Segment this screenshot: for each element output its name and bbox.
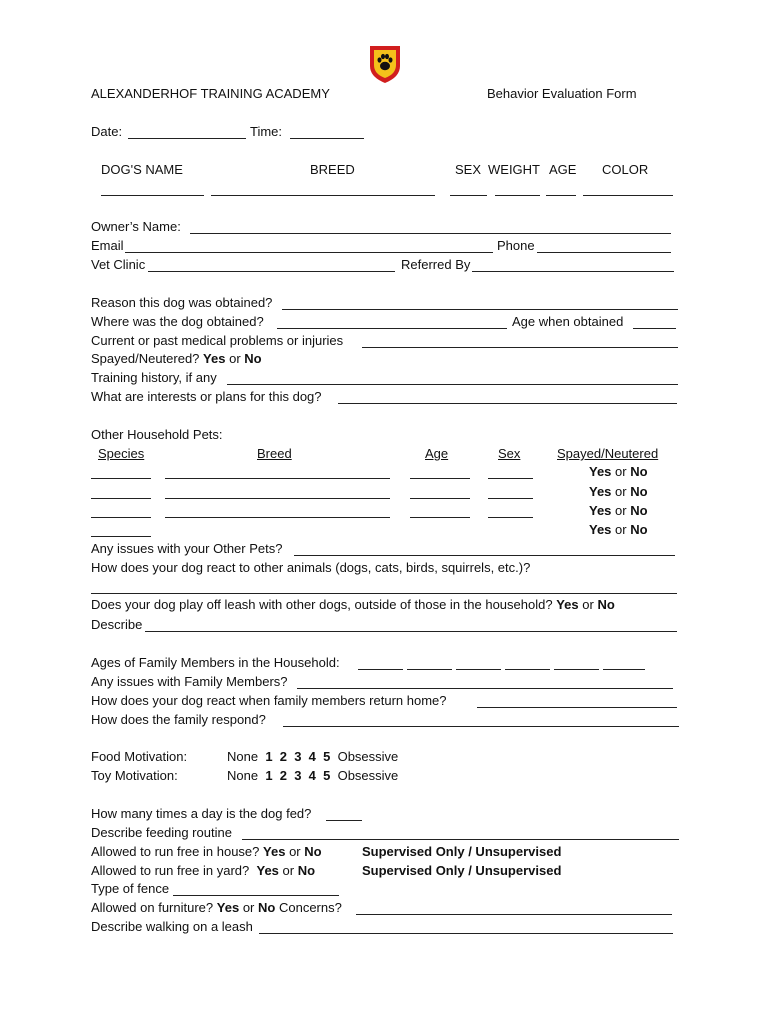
food-motivation-scale[interactable] <box>227 749 398 765</box>
or-text: or <box>615 503 627 518</box>
medical-label: Current or past medical problems or injuries <box>91 333 344 348</box>
or-text: or <box>615 522 627 537</box>
scale-none: None <box>227 749 259 764</box>
scale-none: None <box>227 768 259 783</box>
age-obtained-label: Age when obtained <box>512 314 624 329</box>
medical-field[interactable] <box>362 347 678 348</box>
scale-obsessive: Obsessive <box>337 768 399 783</box>
phone-field[interactable] <box>537 252 671 253</box>
where-field[interactable] <box>277 328 507 329</box>
describe-field[interactable] <box>145 631 677 632</box>
family-age-field[interactable] <box>505 669 550 670</box>
family-return-label: How does your dog react when family members return home? <box>91 693 447 708</box>
age-header: AGE <box>549 162 577 177</box>
or-text: or <box>615 484 627 499</box>
family-ages-label: Ages of Family Members in the Household: <box>91 655 340 670</box>
pet-breed-field[interactable] <box>165 498 390 499</box>
run-house-question <box>91 844 322 860</box>
spayed-or: or <box>229 351 241 366</box>
family-age-field[interactable] <box>407 669 452 670</box>
referred-by-field[interactable] <box>472 271 674 272</box>
react-animals-field[interactable] <box>91 593 677 594</box>
offleash-or: or <box>582 597 594 612</box>
no-option[interactable]: No <box>630 503 648 518</box>
spayed-no-option[interactable]: No <box>244 351 262 366</box>
offleash-yes-option[interactable]: Yes <box>556 597 579 612</box>
pet-issues-field[interactable] <box>294 555 675 556</box>
family-return-field[interactable] <box>477 707 677 708</box>
pet-species-field[interactable] <box>91 478 151 479</box>
no-option[interactable]: No <box>630 522 648 537</box>
age-obtained-field[interactable] <box>633 328 676 329</box>
family-age-field[interactable] <box>456 669 501 670</box>
email-field[interactable] <box>125 252 493 253</box>
reason-field[interactable] <box>282 309 678 310</box>
run-house-label: Allowed to run free in house? <box>91 844 260 859</box>
times-fed-field[interactable] <box>326 820 362 821</box>
pet-spayed-option <box>589 484 648 500</box>
react-animals-label: How does your dog react to other animals (dogs, cats, birds, squirrels, etc.)? <box>91 560 531 575</box>
furniture-no-option[interactable]: No <box>258 900 276 915</box>
family-issues-label: Any issues with Family Members? <box>91 674 288 689</box>
scale-numbers[interactable]: 1 2 3 4 5 <box>265 749 331 764</box>
offleash-label: Does your dog play off leash with other dogs, outside of those in the household? <box>91 597 553 612</box>
date-label: Date: <box>91 124 123 139</box>
spayed-yes-option[interactable]: Yes <box>203 351 226 366</box>
age-field[interactable] <box>546 195 576 196</box>
interests-label: What are interests or plans for this dog? <box>91 389 322 404</box>
furniture-label: Allowed on furniture? <box>91 900 214 915</box>
pet-sex-header: Sex <box>498 446 521 461</box>
yes-option[interactable]: Yes <box>589 522 612 537</box>
family-age-field[interactable] <box>358 669 403 670</box>
yard-supervision-option[interactable]: Supervised Only / Unsupervised <box>362 863 562 878</box>
color-field[interactable] <box>583 195 673 196</box>
pet-species-field[interactable] <box>91 517 151 518</box>
training-label: Training history, if any <box>91 370 217 385</box>
food-motivation-label: Food Motivation: <box>91 749 188 764</box>
reason-label: Reason this dog was obtained? <box>91 295 273 310</box>
pet-sex-field[interactable] <box>488 498 533 499</box>
pet-spayed-option <box>589 522 648 538</box>
sex-field[interactable] <box>450 195 487 196</box>
family-respond-field[interactable] <box>283 726 679 727</box>
paw-shield-logo-icon <box>369 44 401 84</box>
scale-numbers[interactable]: 1 2 3 4 5 <box>265 768 331 783</box>
spayed-label: Spayed/Neutered? <box>91 351 200 366</box>
family-age-field[interactable] <box>603 669 645 670</box>
pet-spayed-header: Spayed/Neutered <box>557 446 659 461</box>
time-field[interactable] <box>290 138 364 139</box>
concerns-label: Concerns? <box>278 900 342 915</box>
breed-header: BREED <box>310 162 355 177</box>
family-issues-field[interactable] <box>297 688 673 689</box>
pet-spayed-option <box>589 464 648 480</box>
or-text: or <box>615 464 627 479</box>
pet-sex-field[interactable] <box>488 517 533 518</box>
fence-label: Type of fence <box>91 881 170 896</box>
pet-spayed-option <box>589 503 648 519</box>
pet-age-field[interactable] <box>410 478 470 479</box>
leash-field[interactable] <box>259 933 673 934</box>
times-fed-label: How many times a day is the dog fed? <box>91 806 312 821</box>
weight-field[interactable] <box>495 195 540 196</box>
weight-header: WEIGHT <box>488 162 540 177</box>
owners-name-field[interactable] <box>190 233 671 234</box>
toy-motivation-scale[interactable] <box>227 768 398 784</box>
pet-age-field[interactable] <box>410 498 470 499</box>
feeding-routine-field[interactable] <box>242 839 679 840</box>
no-option[interactable]: No <box>630 484 648 499</box>
pet-sex-field[interactable] <box>488 478 533 479</box>
breed-field[interactable] <box>211 195 435 196</box>
interests-field[interactable] <box>338 403 677 404</box>
family-age-field[interactable] <box>554 669 599 670</box>
pet-age-field[interactable] <box>410 517 470 518</box>
yes-option[interactable]: Yes <box>589 484 612 499</box>
family-respond-label: How does the family respond? <box>91 712 266 727</box>
dog-name-field[interactable] <box>101 195 204 196</box>
offleash-no-option[interactable]: No <box>597 597 615 612</box>
offleash-question <box>91 597 615 613</box>
sex-header: SEX <box>455 162 482 177</box>
toy-motivation-label: Toy Motivation: <box>91 768 178 783</box>
color-header: COLOR <box>602 162 649 177</box>
referred-by-label: Referred By <box>401 257 471 272</box>
pet-age-header: Age <box>425 446 449 461</box>
feeding-routine-label: Describe feeding routine <box>91 825 232 840</box>
vet-clinic-field[interactable] <box>148 271 395 272</box>
run-house-yes-option[interactable]: Yes <box>263 844 286 859</box>
where-label: Where was the dog obtained? <box>91 314 264 329</box>
furniture-yes-option[interactable]: Yes <box>216 900 240 915</box>
species-header: Species <box>98 446 145 461</box>
run-yard-or: or <box>282 863 295 878</box>
pet-issues-label: Any issues with your Other Pets? <box>91 541 283 556</box>
pet-species-field[interactable] <box>91 536 151 537</box>
email-label: Email <box>91 238 124 253</box>
run-yard-no-option[interactable]: No <box>297 863 316 878</box>
pet-breed-header: Breed <box>257 446 292 461</box>
no-option[interactable]: No <box>630 464 648 479</box>
pets-title: Other Household Pets: <box>91 427 223 442</box>
run-yard-question <box>91 863 315 879</box>
date-field[interactable] <box>128 138 246 139</box>
academy-name: ALEXANDERHOF TRAINING ACADEMY <box>91 86 330 101</box>
dog-name-header: DOG'S NAME <box>101 162 183 177</box>
describe-label: Describe <box>91 617 143 632</box>
furniture-question <box>91 900 342 916</box>
furniture-or: or <box>242 900 255 915</box>
scale-obsessive: Obsessive <box>337 749 399 764</box>
run-house-or: or <box>289 844 301 859</box>
form-title: Behavior Evaluation Form <box>487 86 637 101</box>
run-yard-yes-option[interactable]: Yes <box>256 863 279 878</box>
pet-breed-field[interactable] <box>165 478 390 479</box>
phone-label: Phone <box>497 238 535 253</box>
run-house-no-option[interactable]: No <box>304 844 322 859</box>
house-supervision-option[interactable]: Supervised Only / Unsupervised <box>362 844 562 859</box>
vet-clinic-label: Vet Clinic <box>91 257 146 272</box>
run-yard-label: Allowed to run free in yard? <box>91 863 250 878</box>
concerns-field[interactable] <box>356 914 672 915</box>
leash-label: Describe walking on a leash <box>91 919 253 934</box>
pet-breed-field[interactable] <box>165 517 390 518</box>
fence-field[interactable] <box>173 895 339 896</box>
yes-option[interactable]: Yes <box>589 503 612 518</box>
training-field[interactable] <box>227 384 678 385</box>
time-label: Time: <box>250 124 283 139</box>
pet-species-field[interactable] <box>91 498 151 499</box>
yes-option[interactable]: Yes <box>589 464 612 479</box>
owners-name-label: Owner’s Name: <box>91 219 181 234</box>
spayed-question <box>91 351 262 367</box>
